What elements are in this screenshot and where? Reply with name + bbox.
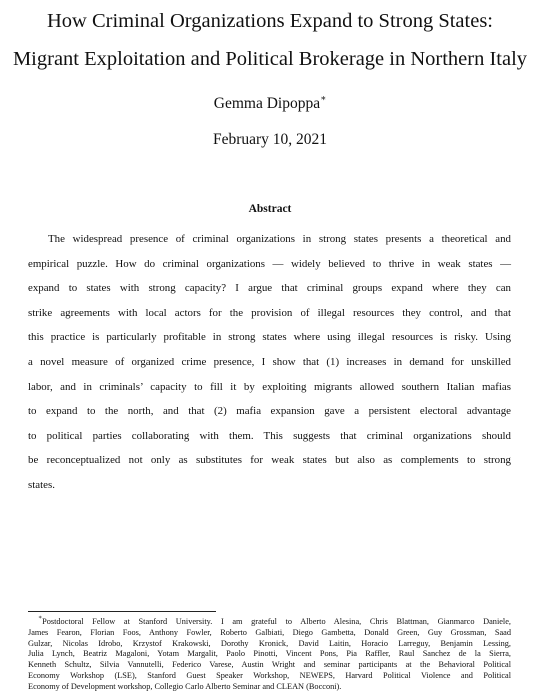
author-footnote-mark: ∗ <box>320 93 327 103</box>
footnote-line: Kenneth Schultz, Silvia Vannutelli, Federico Varese, Austin Wright and seminar participants at the Behavioral Political <box>28 660 511 670</box>
paper-title <box>0 2 540 78</box>
abstract-line: a novel measure of organized crime presence, I show that (1) increases in demand for unskilled <box>28 355 511 368</box>
footnote-line: Julia Lynch, Beatriz Magaloni, Yotam Margalit, Paolo Pinotti, Vincent Pons, Pia Raffler, Raul Sanchez de la Sierra, <box>28 649 511 659</box>
abstract-line: this practice is particularly profitable in strong states where using illegal resources is risky. Using <box>28 331 511 344</box>
abstract-heading: Abstract <box>248 203 292 215</box>
abstract-line: empirical puzzle. How do criminal organizations — widely believed to thrive in weak states — <box>28 257 511 270</box>
footnote-line: Economy of Development workshop, Collegio Carlo Alberto Seminar and CLEAN (Bocconi). <box>28 682 342 692</box>
footnote-text: Postdoctoral Fellow at Stanford University. I am grateful to Alberto Alesina, Chris Blattman, Gianmarco Daniele, <box>42 616 511 626</box>
footnote-line: Gulzar, Nicolas Idrobo, Krzystof Krakowski, Dorothy Kronick, David Laitin, Horacio Larreguy, Benjamin Lessing, <box>28 638 511 648</box>
footnote-line <box>28 614 511 628</box>
publication-date: February 10, 2021 <box>212 131 328 148</box>
title-line-2: Migrant Exploitation and Political Brokerage in Northern Italy <box>12 48 528 70</box>
abstract-line: to expand to the north, and that (2) mafia expansion gave a persistent electoral advantage <box>28 405 511 418</box>
abstract-line: strike agreements with local actors for the provision of illegal resources they control, and that <box>28 306 511 319</box>
abstract-line: The widespread presence of criminal organizations in strong states presents a theoretical and <box>48 233 511 245</box>
footnote-rule <box>28 611 216 612</box>
abstract-line: to political parties collaborating with them. This suggests that criminal organizations should <box>28 429 511 442</box>
title-line-1: How Criminal Organizations Expand to Strong States: <box>46 10 493 32</box>
author <box>0 94 540 113</box>
abstract-line: expand to states with strong capacity? I argue that criminal groups expand where they can <box>28 282 511 295</box>
footnote <box>28 614 511 693</box>
author-name: Gemma Dipoppa <box>213 95 321 113</box>
abstract-line: labor, and in criminals’ capacity to fill it by exploiting migrants allowed southern Italian mafias <box>28 380 511 393</box>
abstract-line: states. <box>28 478 55 491</box>
abstract-body <box>28 227 511 498</box>
footnote-mark: ∗ <box>38 615 43 621</box>
abstract-line: be reconceptualized not only as substitutes for weak states but also as complements to strong <box>28 454 511 467</box>
footnote-line: Economy Workshop (LSE), Stanford Guest Speaker Workshop, NEWEPS, Harvard Political Violence and Political <box>28 671 511 681</box>
footnote-line: James Fearon, Florian Foos, Anthony Fowler, Roberto Galbiati, Diego Gambetta, Donald Green, Guy Grossman, Saad <box>28 627 511 637</box>
